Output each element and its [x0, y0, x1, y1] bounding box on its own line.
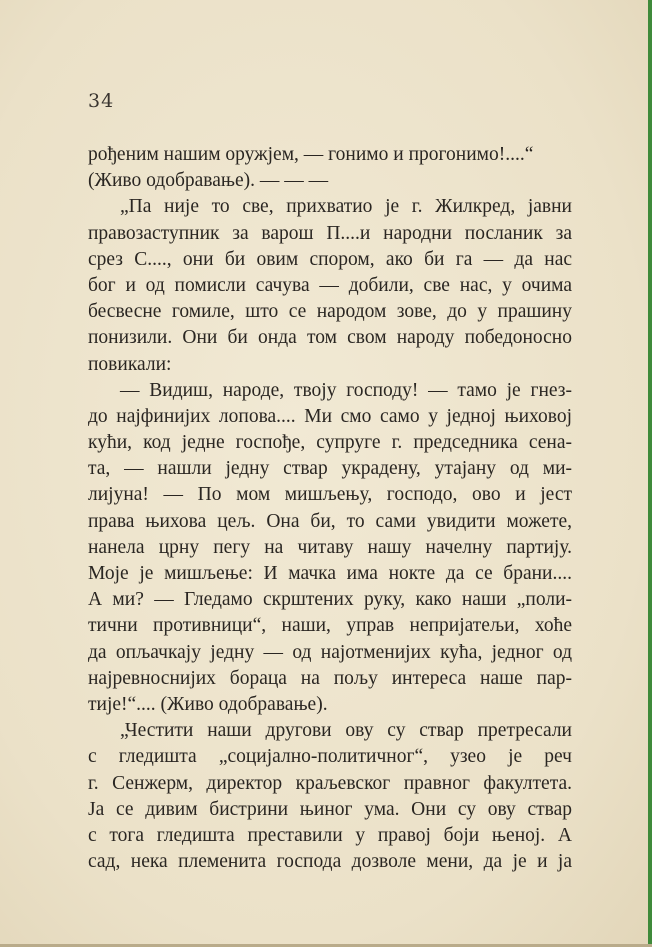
text-line: бесвесне гомиле, што се народом зове, до у прашину — [88, 301, 572, 323]
text-line: права њихова цељ. Она би, то сами увидити можете, — [88, 510, 572, 532]
text-line: с гледишта „социјално-политичног“, узео је реч — [88, 746, 572, 768]
text-line: нанела црну пегу на читаву нашу начелну партију. — [88, 536, 572, 558]
text-line: сад, нека племенита господа дозволе мени, да је и ја — [88, 851, 572, 873]
text-line: најревноснијих бораца на пољу интереса наше пар- — [88, 667, 572, 689]
text-line: кући, код једне госпође, супруге г. председника сена- — [88, 432, 572, 454]
text-line: понизили. Они би онда том свом народу победоносно — [88, 327, 572, 349]
text-line: Моје је мишљење: И мачка има нокте да се брани.... — [88, 563, 572, 584]
text-line: (Живо одобравање). — — — — [88, 170, 329, 192]
text-line: да опљачкају једну — од најотменијих кућа, једног од — [88, 641, 572, 663]
text-line: рођеним нашим оружјем, — гонимо и прогонимо!....“ — [88, 144, 534, 165]
text-line: та, — нашли једну ствар украдену, утајану од ми- — [88, 458, 572, 480]
page-edge-right — [648, 0, 652, 947]
page-number: 34 — [88, 90, 115, 112]
text-line: правозаступник за варош П....и народни посланик за — [88, 222, 572, 244]
text-line: срез С...., они би овим спором, ако би га — да нас — [88, 248, 572, 270]
text-line: бог и од помисли сачува — добили, све нас, у очима — [88, 274, 572, 296]
text-line: „Честити наши другови ову су ствар претресали — [120, 720, 572, 742]
text-line: до најфинијих лопова.... Ми смо само у једној њиховој — [88, 405, 572, 427]
text-line: повикали: — [88, 353, 172, 375]
text-line: с тога гледишта преставили у правој боји њеној. А — [88, 824, 572, 846]
text-line: Ја се дивим бистрини њиног ума. Они су ову ствар — [88, 798, 572, 820]
text-line: тични противници“, наши, управ непријатељи, хоће — [88, 615, 572, 637]
text-line: А ми? — Гледамо скрштених руку, како наши „поли- — [88, 589, 572, 611]
text-line: лијуна! — По мом мишљењу, господо, ово и јест — [88, 484, 572, 506]
text-line: — Видиш, народе, твоју господу! — тамо је гнез- — [120, 379, 572, 401]
text-line: „Па није то све, прихватио је г. Жилкред, јавни — [120, 196, 572, 218]
text-line: г. Сенжерм, директор краљевског правног факултета. — [88, 772, 572, 794]
body-text — [88, 142, 572, 875]
text-line: тије!“.... (Живо одобравање). — [88, 693, 328, 715]
